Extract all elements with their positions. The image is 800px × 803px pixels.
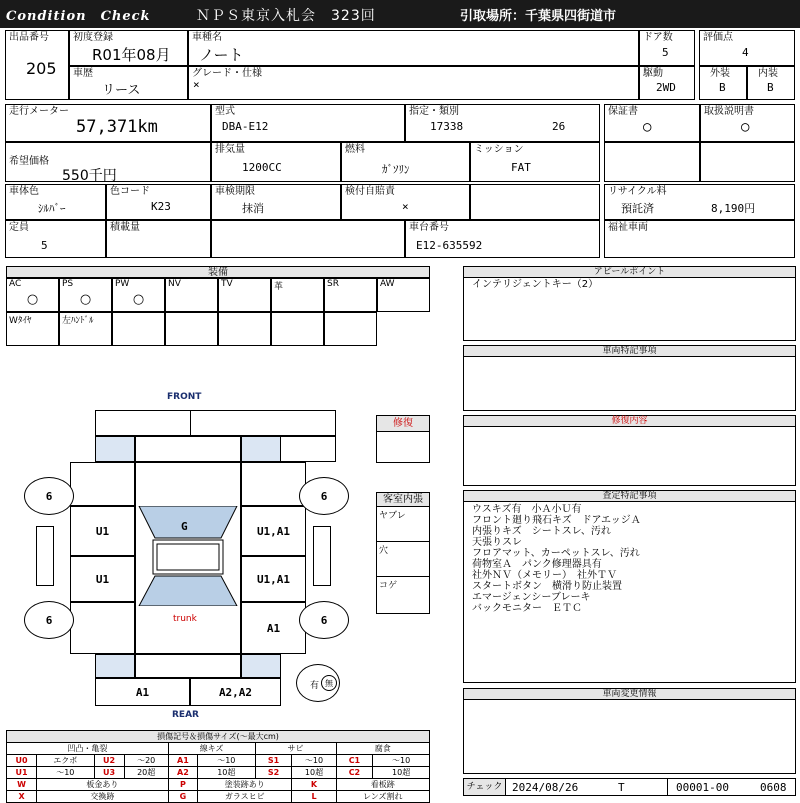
legend-cell: C2 [336, 767, 373, 779]
left-mirror [36, 526, 54, 586]
price-label: 希望価格 [9, 156, 49, 167]
equip-key: AC [9, 279, 22, 289]
equip-key: SR [327, 279, 339, 289]
trunk-label: trunk [173, 614, 197, 624]
car-diagram [0, 380, 440, 720]
legend-cell: U0 [7, 755, 37, 767]
tire-front-right: 6 [299, 477, 349, 515]
legend-cell: エクボ [37, 755, 95, 767]
drive-label: 駆動 [643, 68, 663, 79]
cabin-tear: ヤブレ [377, 507, 429, 542]
equip-key: PS [62, 279, 74, 289]
category-1: 17338 [430, 120, 464, 133]
warranty-box [604, 104, 700, 142]
check-date: 2024/08/26 [512, 781, 579, 794]
blank-box-3 [470, 184, 600, 220]
equip-key: AW [380, 279, 395, 289]
auction-title: ＮＰＳ東京入札会 323回 [196, 8, 376, 24]
fuel-value: ｶﾞｿﾘﾝ [382, 163, 410, 176]
rear-left-fender [95, 654, 135, 678]
equip-value: ○ [132, 292, 145, 307]
car-name: ノート [199, 46, 244, 64]
ccode-value: K23 [151, 200, 171, 213]
legend-cell: W [7, 779, 37, 791]
equip-value: ○ [26, 292, 39, 307]
warranty-label: 保証書 [608, 106, 638, 117]
footer-bar [463, 778, 796, 796]
mission-label: ミッション [474, 144, 524, 155]
equip-cell [165, 278, 218, 312]
repair-title: 修復 [377, 416, 429, 432]
chassis-value: E12-635592 [416, 239, 483, 252]
blank-box-1 [604, 142, 700, 182]
legend-cell: 看板跡 [336, 779, 429, 791]
equipment-title: 装備 [6, 266, 430, 278]
rear-bumper-left: A1 [95, 678, 190, 706]
equip-cell [6, 312, 59, 346]
category-box [405, 104, 600, 142]
lot-box [5, 30, 69, 100]
model-value: DBA-E12 [222, 120, 269, 133]
legend-cell: U3 [94, 767, 124, 779]
change-panel [463, 688, 796, 774]
disp-label: 排気量 [215, 144, 245, 155]
color-value: ｼﾙﾊﾞｰ [38, 202, 66, 215]
history-label: 車歴 [73, 68, 93, 79]
capacity-box [5, 220, 106, 258]
hood [135, 436, 241, 462]
model-box [211, 104, 405, 142]
equip-cell [218, 312, 271, 346]
right-rear-quarter: A1 [241, 602, 306, 654]
rear-glass [139, 576, 237, 606]
price-box [5, 142, 211, 182]
spare-label: 有 [310, 681, 320, 691]
left-rear-door: U1 [70, 556, 135, 602]
odo-box [5, 104, 211, 142]
score-box [699, 30, 795, 66]
legend-cell: 〜10 [373, 755, 430, 767]
chassis-label: 車台番号 [409, 222, 449, 233]
appeal-text: インテリジェントキー（2） [472, 279, 599, 290]
fuel-box [341, 142, 470, 182]
rear-bumper-right: A2,A2 [190, 678, 281, 706]
ext-value: B [719, 81, 726, 94]
equip-cell [271, 278, 324, 312]
recycle-amount: 8,190円 [711, 202, 756, 215]
load-label: 積載量 [110, 222, 140, 233]
spare-tire [296, 664, 340, 702]
legend-cell: 板金あり [37, 779, 169, 791]
disp-box [211, 142, 341, 182]
mission-box [470, 142, 600, 182]
legend-cell: 10超 [292, 767, 336, 779]
lot-number: 205 [26, 59, 57, 78]
reg-date: R01年08月 [92, 46, 171, 64]
equip-cell [324, 278, 377, 312]
manual-value: ○ [741, 119, 750, 135]
inspect-value: 抹消 [242, 202, 264, 215]
legend-cell: X [7, 791, 37, 803]
equip-cell [271, 312, 324, 346]
front-bumper [95, 410, 336, 436]
odo-value: 57,371km [76, 117, 158, 137]
condition-check-title: Condition Check [6, 9, 151, 24]
model-label: 型式 [215, 106, 235, 117]
equip-key: PW [115, 279, 130, 289]
recycle-label: リサイクル料 [608, 186, 667, 197]
equip-cell [324, 312, 377, 346]
windshield-shapes [135, 506, 241, 606]
disp-value: 1200CC [242, 161, 282, 174]
inspect-label: 車検期限 [215, 186, 255, 197]
legend-cell: 交換跡 [37, 791, 169, 803]
legend-cell: 〜10 [198, 755, 255, 767]
int-value: B [767, 81, 774, 94]
legend-h0: 凹凸・亀裂 [7, 743, 169, 755]
score-label: 評価点 [703, 32, 733, 43]
warranty-value: ○ [643, 119, 652, 135]
grade-label: グレード・仕様 [192, 68, 262, 79]
color-box [5, 184, 106, 220]
roof-damage: G [181, 520, 188, 533]
equip-cell [165, 312, 218, 346]
repair-box [376, 415, 430, 463]
front-left-fender [95, 436, 135, 462]
sunroof-inner [157, 544, 219, 570]
capacity-label: 定員 [9, 222, 29, 233]
equip-cell [218, 278, 271, 312]
equip-cell [377, 278, 430, 312]
ext-box [699, 66, 747, 100]
capacity-value: 5 [41, 239, 48, 252]
history-value: リース [102, 83, 141, 98]
check-mark: T [618, 781, 625, 794]
doors-box [639, 30, 695, 66]
equip-key: 革 [274, 282, 284, 292]
legend-cell: 〜10 [292, 755, 336, 767]
cabin-box [376, 492, 430, 614]
liability-label: 検付自賠責 [345, 186, 395, 197]
legend-cell: S1 [255, 755, 292, 767]
inspection-notes-title: 査定特記事項 [464, 491, 795, 502]
tire-rear-left: 6 [24, 601, 74, 639]
code-2: 0608 [760, 781, 787, 794]
equip-key: 左ﾊﾝﾄﾞﾙ [62, 316, 94, 326]
color-label: 車体色 [9, 186, 39, 197]
check-label: チェック [464, 779, 506, 795]
legend-cell: 〜10 [37, 767, 95, 779]
legend-cell: G [168, 791, 197, 803]
front-right-corner [281, 436, 336, 462]
int-label: 内装 [758, 68, 778, 79]
liability-value: × [402, 200, 409, 213]
right-front-door: U1,A1 [241, 506, 306, 556]
spare-none-circle: 無 [321, 675, 337, 691]
legend-cell: ガラスヒビ [198, 791, 292, 803]
recycle-status: 預託済 [621, 202, 654, 215]
category-label: 指定・類別 [409, 106, 459, 117]
equip-key: Wﾀｲﾔ [9, 316, 32, 326]
legend-cell: レンズ割れ [336, 791, 429, 803]
legend-cell: P [168, 779, 197, 791]
legend-cell: C1 [336, 755, 373, 767]
legend-cell: 10超 [198, 767, 255, 779]
legend-h1: 線キズ [168, 743, 255, 755]
inspect-box [211, 184, 341, 220]
cabin-title: 客室内張 [377, 493, 429, 507]
right-front-quarter [241, 462, 306, 506]
equip-value: ○ [79, 292, 92, 307]
blank-box-2 [700, 142, 795, 182]
equip-key: TV [221, 279, 233, 289]
rear-label: REAR [172, 710, 199, 720]
pickup-location: 引取場所：千葉県四街道市 [460, 9, 617, 24]
ext-label: 外装 [710, 68, 730, 79]
cabin-hole: 穴 [377, 542, 429, 577]
doors-label: ドア数 [643, 32, 673, 43]
drive-box [639, 66, 695, 100]
legend-cell: A1 [168, 755, 197, 767]
ccode-box [106, 184, 211, 220]
equip-cell [59, 312, 112, 346]
legend-cell: 20超 [124, 767, 168, 779]
fuel-label: 燃料 [345, 144, 365, 155]
header-bar [0, 0, 800, 28]
footer-divider [667, 779, 668, 795]
legend-cell: 〜20 [124, 755, 168, 767]
legend-cell: L [292, 791, 336, 803]
legend-cell: S2 [255, 767, 292, 779]
manual-label: 取扱説明書 [704, 106, 754, 117]
reg-box [69, 30, 188, 66]
appeal-title: アピールポイント [464, 267, 795, 278]
ccode-label: 色コード [110, 186, 150, 197]
load-box [106, 220, 211, 258]
rear-gate [135, 654, 241, 678]
name-box [188, 30, 639, 66]
right-rear-door: U1,A1 [241, 556, 306, 602]
cabin-burn: コゲ [379, 581, 398, 591]
legend-cell: U1 [7, 767, 37, 779]
lot-label: 出品番号 [9, 32, 49, 43]
front-bumper-divider [190, 410, 191, 436]
grade-value: × [193, 78, 200, 91]
front-label: FRONT [167, 392, 202, 402]
tire-rear-right: 6 [299, 601, 349, 639]
legend-cell: 10超 [373, 767, 430, 779]
mission-value: FAT [511, 161, 531, 174]
rear-right-fender [241, 654, 281, 678]
change-title: 車両変更情報 [464, 689, 795, 700]
windshield [139, 506, 237, 538]
reg-label: 初度登録 [73, 32, 113, 43]
price-value: 550千円 [62, 168, 117, 184]
equip-cell [6, 278, 59, 312]
left-front-door: U1 [70, 506, 135, 556]
repair-detail-panel [463, 415, 796, 486]
grade-box [188, 66, 639, 100]
front-right-fender [241, 436, 281, 462]
appeal-panel [463, 266, 796, 341]
special-title: 車両特記事項 [464, 346, 795, 357]
right-mirror [313, 526, 331, 586]
equip-cell [112, 312, 165, 346]
equip-cell [112, 278, 165, 312]
recycle-box [604, 184, 795, 220]
special-panel [463, 345, 796, 411]
inspection-notes-panel [463, 490, 796, 683]
inspection-notes-text: ウスキズ有 小Ａ小Ｕ有 フロント廻り飛石キズ ドアエッジＡ 内張りキズ シートスレ、汚れ 天張りスレ フロアマット、カーペットスレ、汚れ 荷物室Ａ パンク修理器具有 社外ＮＶ（メモリー） 社外ＴＶ スタートボタン 横滑り防止装置 エマージェンシーブレーキ バックモニター ＥＴＣ [472, 504, 641, 614]
drive-value: 2WD [656, 81, 676, 94]
manual-box [700, 104, 795, 142]
damage-legend [6, 730, 430, 803]
left-front-quarter [70, 462, 135, 506]
chassis-box [405, 220, 600, 258]
code-1: 00001-00 [676, 781, 729, 794]
left-rear-quarter [70, 602, 135, 654]
name-label: 車種名 [192, 32, 222, 43]
odo-label: 走行メーター [9, 106, 69, 117]
welfare-box [604, 220, 795, 258]
doors-value: 5 [662, 46, 669, 59]
legend-cell: U2 [94, 755, 124, 767]
equip-key: NV [168, 279, 181, 289]
legend-h3: 腐食 [336, 743, 429, 755]
history-box [69, 66, 188, 100]
score-value: 4 [742, 46, 749, 59]
int-box [747, 66, 795, 100]
legend-h2: サビ [255, 743, 336, 755]
category-2: 26 [552, 120, 566, 133]
liability-box [341, 184, 470, 220]
legend-cell: A2 [168, 767, 197, 779]
tire-front-left: 6 [24, 477, 74, 515]
legend-cell: K [292, 779, 336, 791]
blank-box-4 [211, 220, 405, 258]
equip-cell [59, 278, 112, 312]
legend-cell: 塗装跡あり [198, 779, 292, 791]
repair-detail-title: 修復内容 [464, 416, 795, 427]
legend-title: 損傷記号＆損傷サイズ(〜最大cm) [7, 731, 430, 743]
welfare-label: 福祉車両 [608, 222, 648, 233]
